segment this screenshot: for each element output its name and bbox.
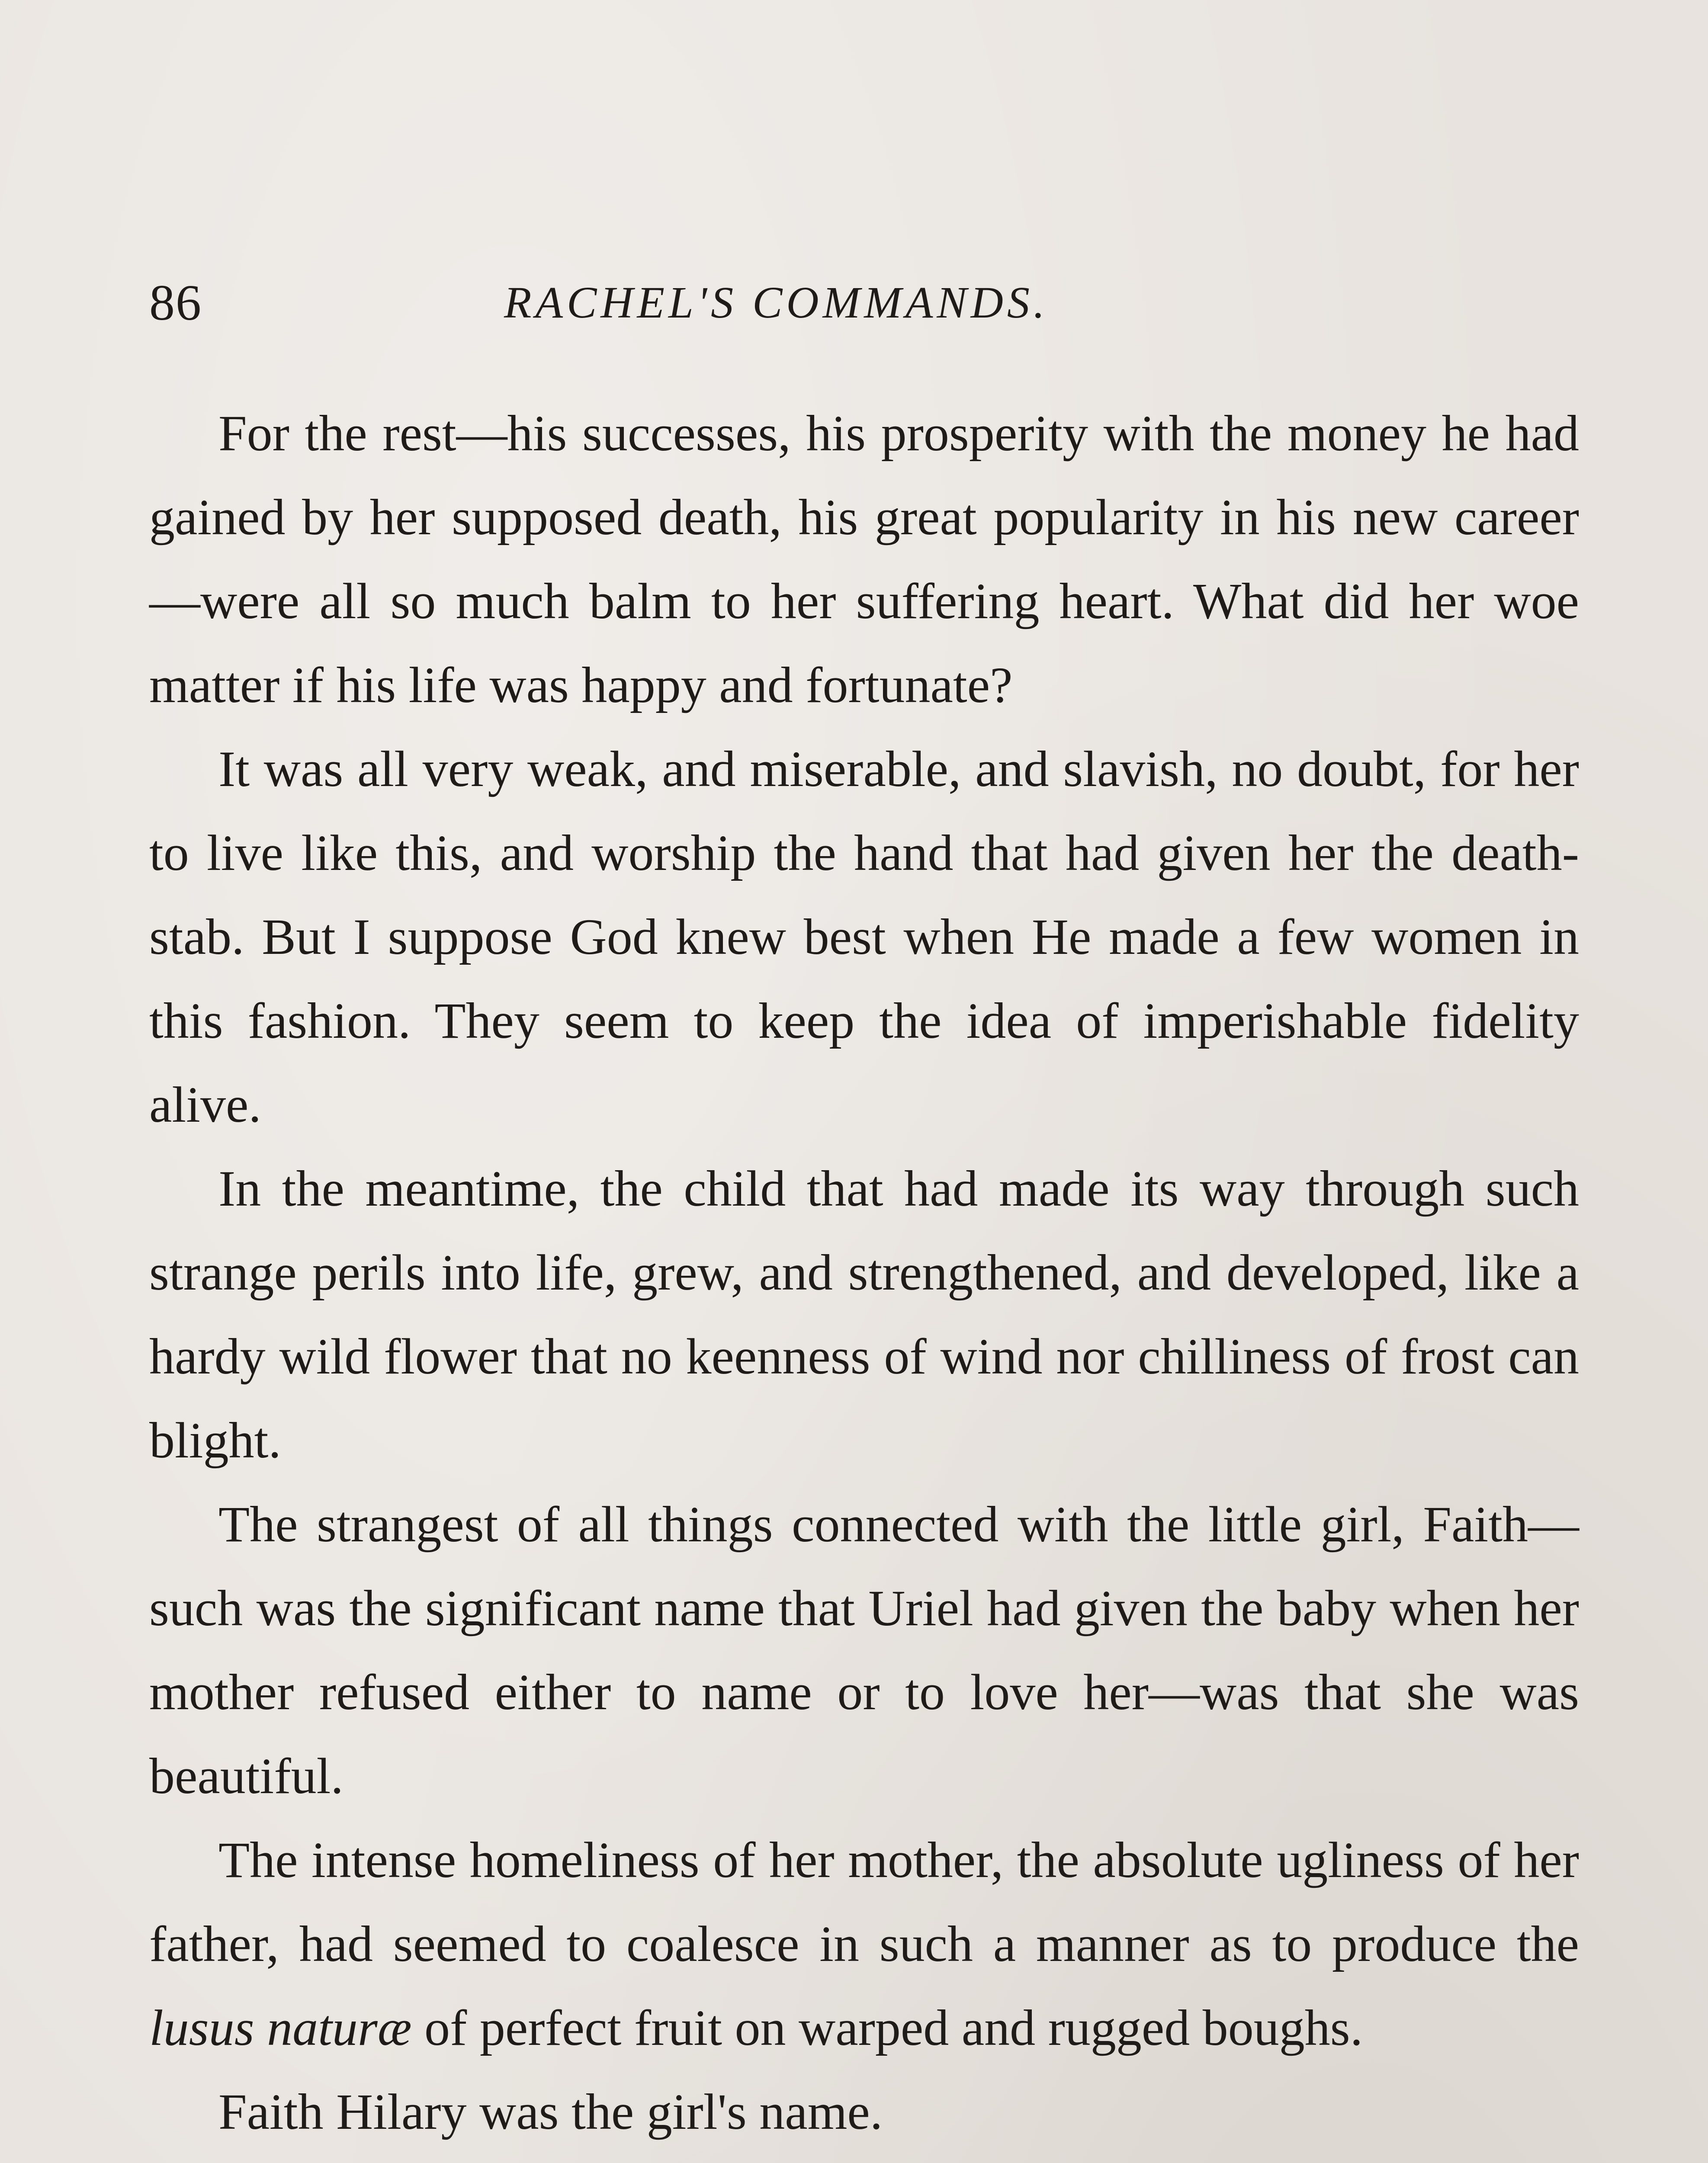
paragraph: The strangest of all things connected with the little girl, Faith—such was the significant name that Uriel had given the baby when her mother refused either to name or to love her—was that she was beautiful. (149, 1496, 1579, 1804)
running-title: RACHEL'S COMMANDS. (504, 278, 1049, 327)
paragraph: It was all very weak, and miserable, and slavish, no doubt, for her to live like this, and worship the hand that had given her the death-stab. But I suppose God knew best when He made a few women in this fashion. They seem to keep the idea of imperishable fidelity alive. (149, 741, 1579, 1133)
paragraph: For the rest—his successes, his prosperity with the money he had gained by her supposed death, his great popularity in his new career—were all so much balm to her suffering heart. What did her woe matter if his life was happy and fortunate? (149, 405, 1579, 713)
paragraph-text: of perfect fruit on warped and rugged boughs. (411, 1999, 1363, 2056)
paragraph: In the meantime, the child that had made its way through such strange perils into life, grew, and strengthened, and developed, like a hardy wild flower that no keenness of wind nor chilliness of frost can blight. (149, 1160, 1579, 1469)
paragraph (149, 2154, 1579, 2163)
paragraph: Faith Hilary was the girl's name. (218, 2083, 883, 2140)
body-text (149, 392, 1579, 2163)
running-head (149, 264, 1577, 342)
paragraph-text: The intense homeliness of her mother, the absolute ugliness of her father, had seemed to coalesce in such a manner as to produce the (149, 1832, 1579, 1972)
latin-phrase: lusus naturæ (149, 1999, 412, 2056)
page-number: 86 (149, 274, 202, 331)
paragraph (149, 1818, 1579, 2070)
